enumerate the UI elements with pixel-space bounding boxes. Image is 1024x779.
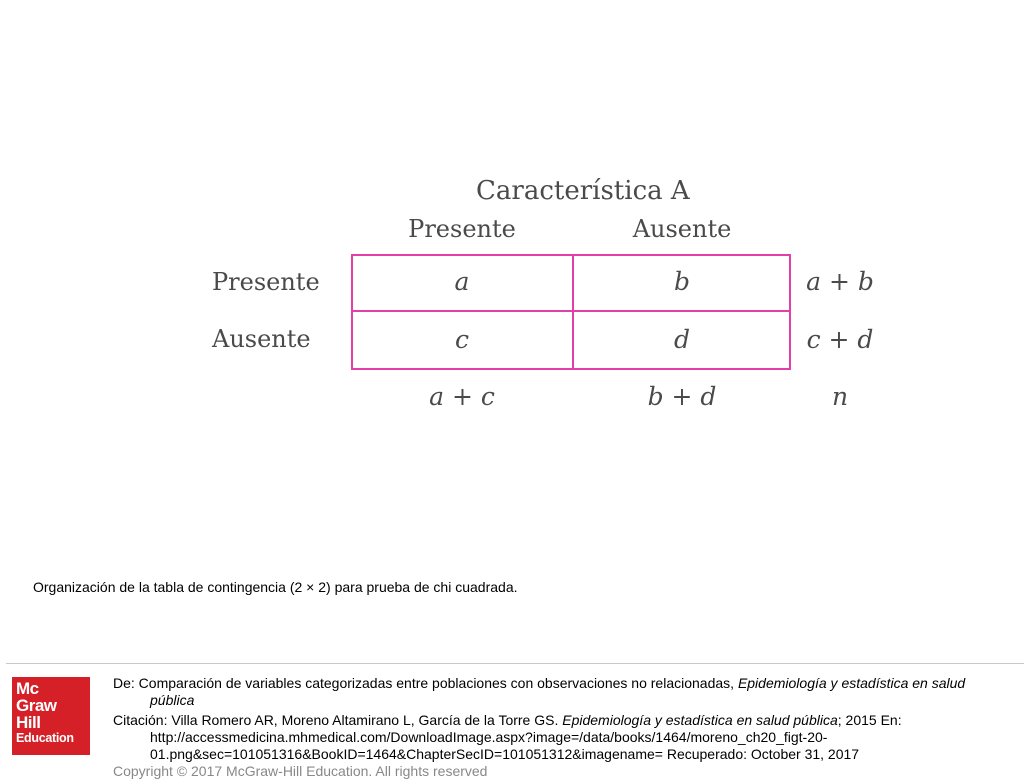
grand-total: n <box>831 382 849 411</box>
figure-caption: Organización de la tabla de contingencia (2 × 2) para prueba de chi cuadrada. <box>33 579 518 595</box>
column-header-ausente: Ausente <box>632 215 732 243</box>
row-header-presente: Presente <box>212 268 320 296</box>
citation <box>113 712 993 763</box>
citation-suffix: ; 2015 En: <box>837 712 902 728</box>
logo-text-graw: Graw <box>16 696 57 715</box>
footer-divider <box>6 663 1024 664</box>
row-header-ausente: Ausente <box>212 325 311 353</box>
citation-dot: . <box>554 712 563 728</box>
logo-text-education: Education <box>16 731 74 745</box>
cell-c: c <box>454 325 469 354</box>
column-total-1: a + c <box>429 382 495 411</box>
logo-text-hill: Hill <box>16 713 41 732</box>
citation-url-line-1[interactable]: http://accessmedicina.mhmedical.com/DownloadImage.aspx?image=/data/books/1464/moreno_ch20_figt-20- <box>150 729 828 745</box>
cell-a: a <box>454 267 470 296</box>
row-total-1: a + b <box>806 267 874 296</box>
row-total-2: c + d <box>806 325 874 354</box>
column-header-presente: Presente <box>408 215 516 243</box>
source-prefix: De: Comparación de variables categorizadas entre poblaciones con observaciones no relacionadas, <box>113 675 738 691</box>
source-book-title: Epidemiología y estadística en salud <box>737 675 966 691</box>
source-reference <box>113 675 993 709</box>
source-book-title-cont: pública <box>150 692 195 708</box>
citation-url-line-2[interactable]: 01.png&sec=101051316&BookID=1464&ChapterSecID=101051312&imagename= Recuperado: October 31, 2017 <box>150 746 860 762</box>
cell-b: b <box>673 267 690 296</box>
mcgraw-hill-logo <box>12 677 90 755</box>
cell-d: d <box>673 325 690 354</box>
copyright-notice: Copyright © 2017 McGraw-Hill Education. All rights reserved <box>113 763 488 779</box>
citation-prefix: Citación: Villa Romero AR, Moreno Altamirano L, García de la Torre GS <box>113 712 555 728</box>
characteristic-a-title: Característica A <box>476 176 690 206</box>
grid-horizontal-divider <box>353 310 789 312</box>
logo-text-mc: Mc <box>16 679 39 698</box>
citation-book-title: Epidemiología y estadística en salud pública <box>562 712 838 728</box>
contingency-table-figure <box>150 170 874 415</box>
column-total-2: b + d <box>647 382 717 411</box>
